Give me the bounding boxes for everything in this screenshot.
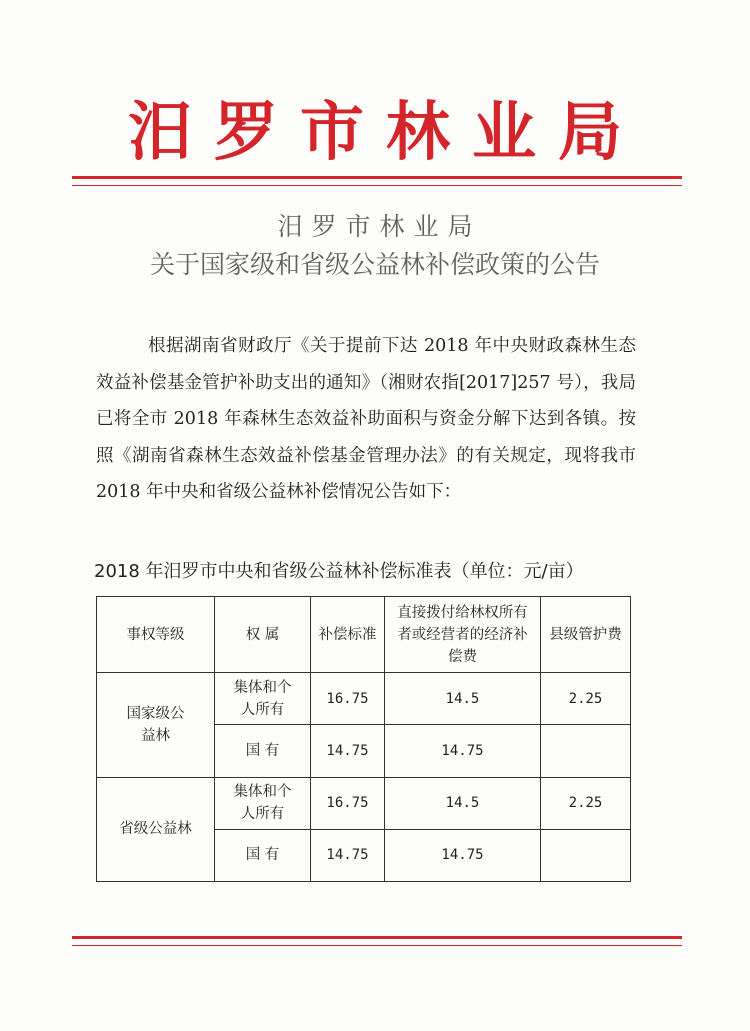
header-direct-compensation: 直接拨付给林权所有者或经营者的经济补偿费 bbox=[385, 597, 541, 673]
row-level-provincial: 省级公益林 bbox=[97, 777, 215, 881]
row-standard: 16.75 bbox=[311, 777, 385, 829]
row-county-fee: 2.25 bbox=[541, 777, 631, 829]
row-direct: 14.75 bbox=[385, 725, 541, 777]
row-standard: 14.75 bbox=[311, 725, 385, 777]
row-ownership: 国 有 bbox=[215, 725, 311, 777]
table-row bbox=[97, 673, 631, 725]
table-header-row bbox=[97, 597, 631, 673]
row-direct: 14.75 bbox=[385, 829, 541, 881]
row-level-national: 国家级公益林 bbox=[97, 673, 215, 777]
table-row bbox=[97, 777, 631, 829]
header-ownership: 权 属 bbox=[215, 597, 311, 673]
row-direct: 14.5 bbox=[385, 777, 541, 829]
row-direct: 14.5 bbox=[385, 673, 541, 725]
footer-red-divider bbox=[72, 936, 682, 946]
row-ownership: 集体和个人所有 bbox=[215, 673, 311, 725]
document-title-issuer: 汨罗市林业局 bbox=[277, 212, 482, 241]
agency-letterhead-title: 汨罗市林业局 bbox=[128, 96, 644, 170]
header-county-fee: 县级管护费 bbox=[541, 597, 631, 673]
letterhead-red-divider bbox=[72, 176, 682, 186]
announcement-paragraph: 根据湖南省财政厅《关于提前下达 2018 年中央财政森林生态效益补偿基金管护补助支出的通知》（湘财农指[2017]257 号），我局已将全市 2018 年森林生态效益补助面积与资金分解下达到各镇。按照《湖南省森林生态效益补偿基金管理办法》的有关规定，现将我市 2018 年中央和省级公益林补偿情况公告如下： bbox=[96, 336, 636, 502]
row-standard: 16.75 bbox=[311, 673, 385, 725]
row-standard: 14.75 bbox=[311, 829, 385, 881]
header-level: 事权等级 bbox=[97, 597, 215, 673]
header-standard: 补偿标准 bbox=[311, 597, 385, 673]
compensation-standards-table bbox=[96, 596, 631, 882]
table-caption: 2018 年汨罗市中央和省级公益林补偿标准表（单位：元/亩） bbox=[94, 561, 584, 582]
document-title-subject: 关于国家级和省级公益林补偿政策的公告 bbox=[149, 250, 600, 279]
row-ownership: 国 有 bbox=[215, 829, 311, 881]
row-county-fee bbox=[541, 725, 631, 777]
row-county-fee: 2.25 bbox=[541, 673, 631, 725]
row-county-fee bbox=[541, 829, 631, 881]
row-ownership: 集体和个人所有 bbox=[215, 777, 311, 829]
